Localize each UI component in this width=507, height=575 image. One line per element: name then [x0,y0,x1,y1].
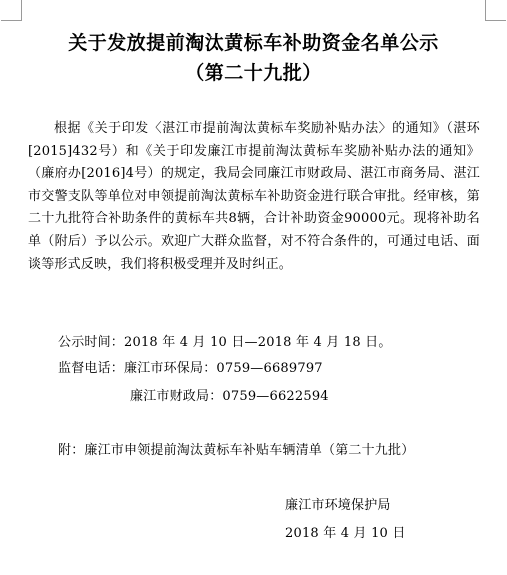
signature-date: 2018 年 4 月 10 日 [285,526,406,541]
page-corner-mark-right [485,0,506,21]
attachment-note: 附：廉江市申领提前淘汰黄标车补贴车辆清单（第二十九批） [58,443,415,458]
supervision-phone-finance-bureau: 廉江市财政局：0759—6622594 [130,389,329,404]
notice-body: 根据《关于印发〈湛江市提前淘汰黄标车奖励补贴办法〉的通知》（湛环[2015]432号）和《关于印发廉江市提前淘汰黄标车奖励补贴办法的通知》（廉府办[2016]4号）的规定，我局会同廉江市财政局、湛江市商务局、湛江市交警支队等单位对申领提前淘汰黄标车补助资金进行联合审批。经审核，第二十九批符合补助条件的黄标车共8辆，合计补助资金90000元。现将补助名单（附后）予以公示。欢迎广大群众监督，对不符合条件的，可通过电话、面谈等形式反映，我们将积极受理并及时纠正。 [28,121,480,272]
page-corner-mark-left [1,0,22,21]
supervision-phone-env-bureau: 监督电话：廉江市环保局：0759—6689797 [58,361,323,376]
document-batch-title: （第二十九批） [185,62,322,84]
publication-time: 公示时间：2018 年 4 月 10 日—2018 年 4 月 18 日。 [58,335,392,350]
signature-organization: 廉江市环境保护局 [285,498,391,513]
document-title: 关于发放提前淘汰黄标车补助资金名单公示 [68,32,439,54]
